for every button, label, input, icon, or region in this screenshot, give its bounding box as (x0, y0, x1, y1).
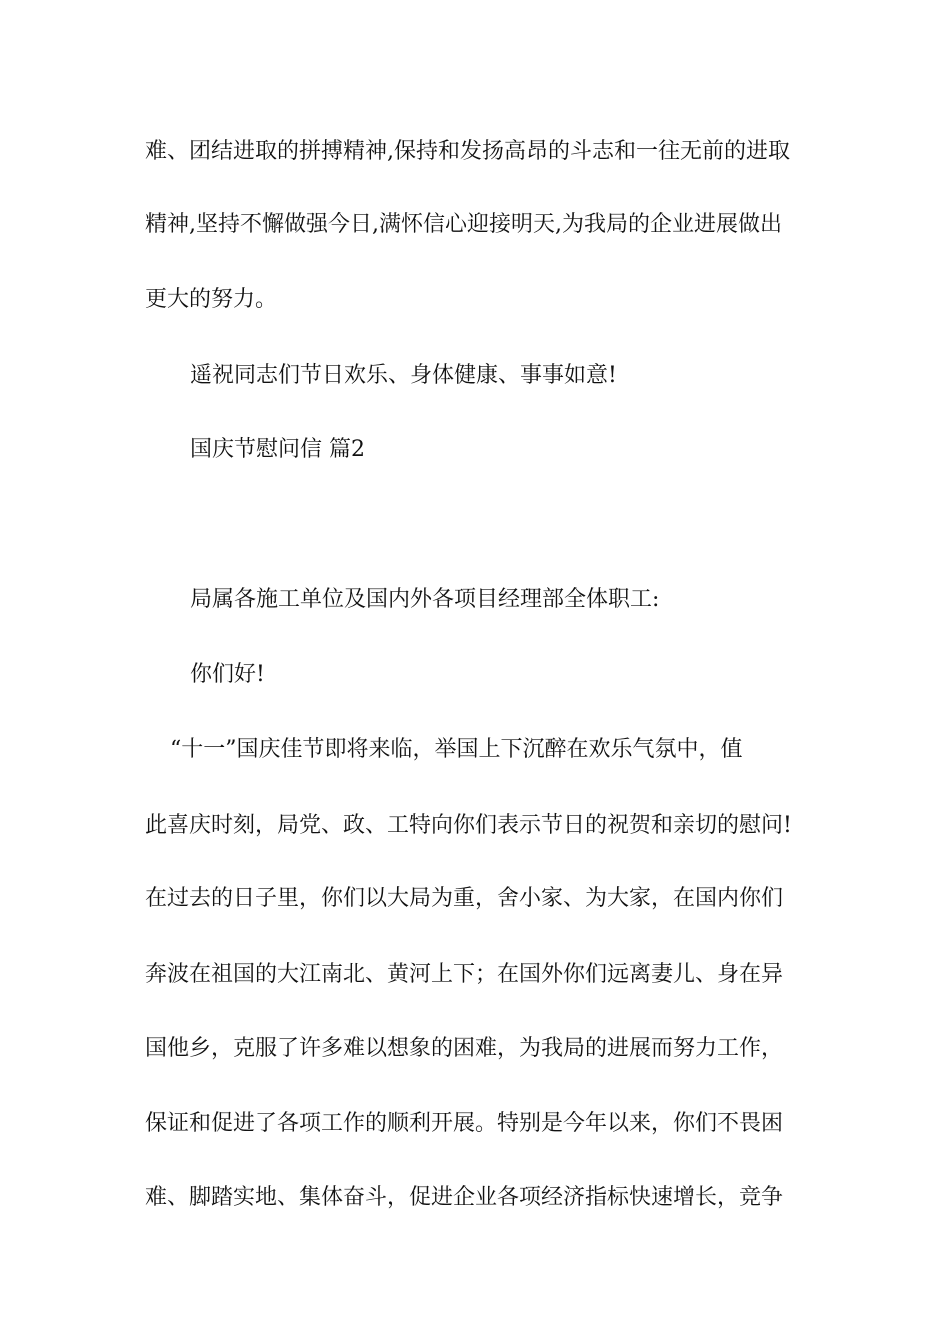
paragraph-line: 难、团结进取的拼搏精神,保持和发扬高昂的斗志和一往无前的进取 (145, 139, 790, 164)
paragraph-line: “十一”国庆佳节即将来临，举国上下沉醉在欢乐气氛中，值 (170, 737, 743, 762)
paragraph-line: 精神,坚持不懈做强今日,满怀信心迎接明天,为我局的企业进展做出 (145, 212, 782, 237)
closing-wish: 遥祝同志们节日欢乐、身体健康、事事如意! (190, 363, 617, 388)
paragraph-line: 更大的努力。 (145, 287, 278, 312)
salutation: 局属各施工单位及国内外各项目经理部全体职工: (190, 587, 660, 612)
paragraph-line: 保证和促进了各项工作的顺利开展。特别是今年以来，你们不畏困 (145, 1111, 784, 1136)
paragraph-line: 国他乡，克服了许多难以想象的困难，为我局的进展而努力工作， (145, 1036, 784, 1061)
section-heading: 国庆节慰问信 篇2 (190, 437, 365, 462)
paragraph-line: 在过去的日子里，你们以大局为重，舍小家、为大家，在国内你们 (145, 886, 784, 911)
paragraph-line: 奔波在祖国的大江南北、黄河上下；在国外你们远离妻儿、身在异 (145, 962, 784, 987)
paragraph-line: 此喜庆时刻，局党、政、工特向你们表示节日的祝贺和亲切的慰问! (145, 813, 792, 838)
paragraph-line: 难、脚踏实地、集体奋斗，促进企业各项经济指标快速增长，竞争 (145, 1185, 784, 1210)
greeting: 你们好! (190, 662, 265, 687)
